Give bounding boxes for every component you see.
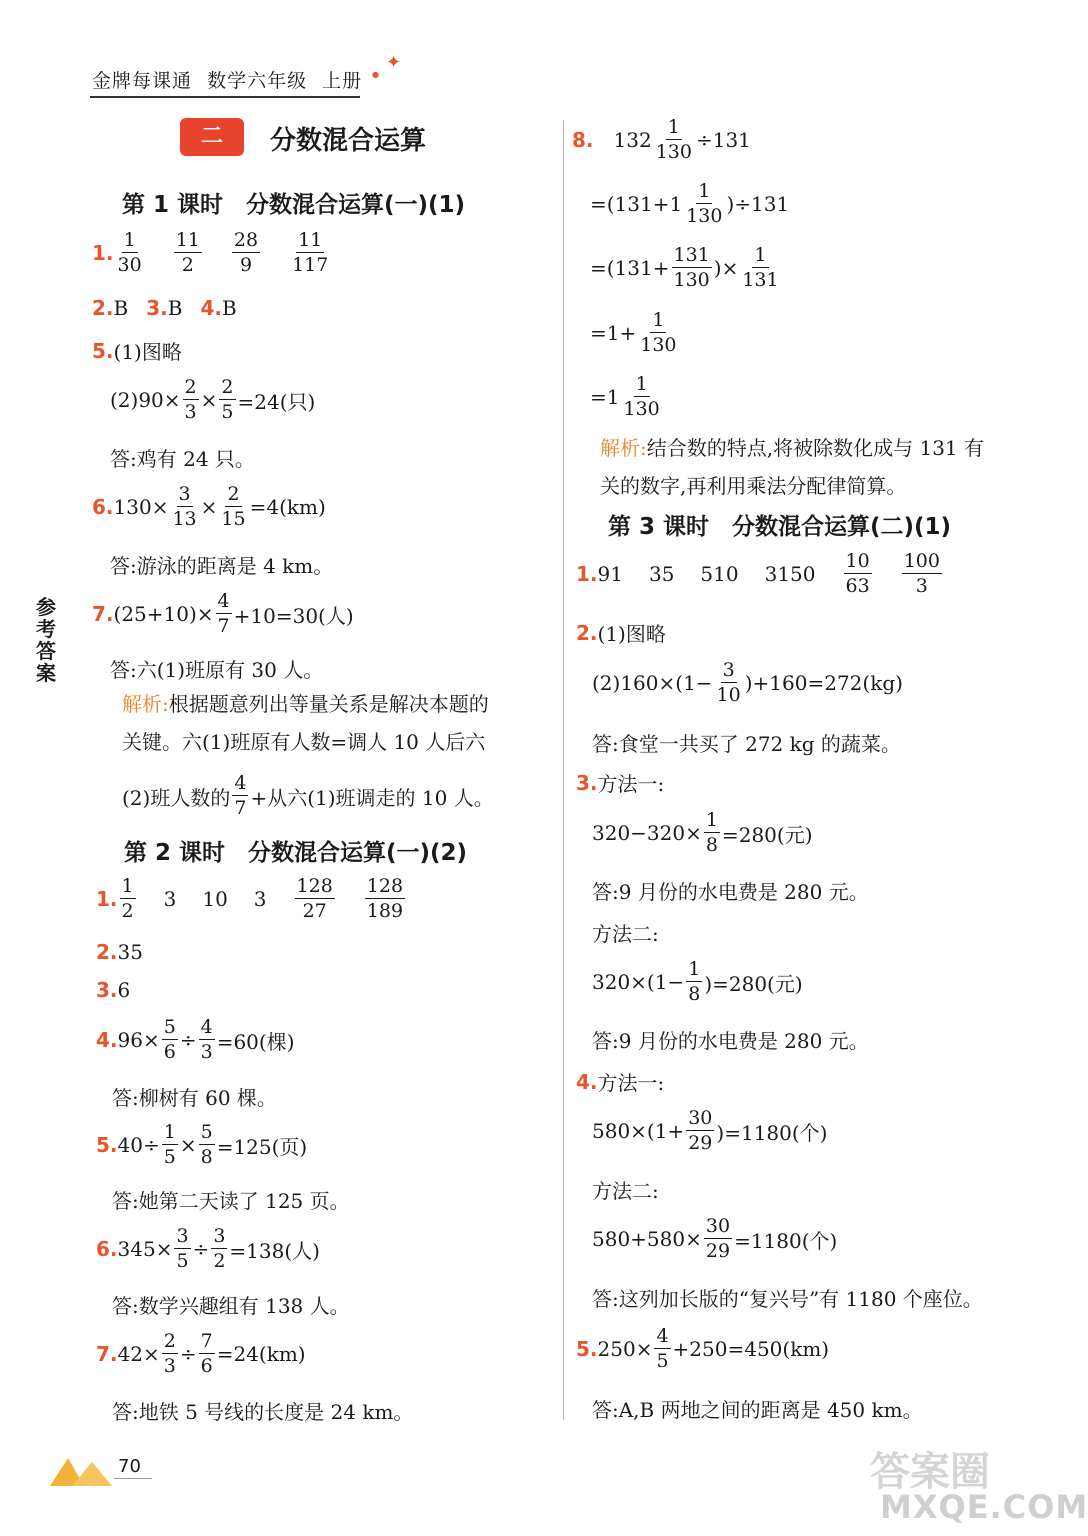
fraction: $\frac{3}{13}$ (172, 483, 197, 530)
fraction: $\frac{1}{2}$ (121, 875, 134, 922)
l3-q3-method-1: 3. 方法一: (576, 770, 665, 796)
q-number: 1. (92, 241, 114, 265)
fraction: $\frac{11}{2}$ (175, 229, 200, 276)
fraction: $\frac{128}{27}$ (296, 875, 333, 922)
l2-q5-expr: 5. 40÷ $\frac{1}{5}$ × $\frac{5}{8}$ =125(页) (96, 1121, 308, 1168)
l3-q4-answer: 答:这列加长版的“复兴号”有 1180 个座位。 (592, 1287, 983, 1311)
q-number: 2. (576, 620, 598, 645)
fraction: $\frac{1}{130}$ (623, 373, 660, 420)
q-number: 5. (96, 1133, 118, 1157)
q-number: 2. (92, 296, 114, 320)
fraction: $\frac{3}{5}$ (176, 1225, 189, 1272)
l2-q7-answer: 答:地铁 5 号线的长度是 24 km。 (112, 1400, 414, 1424)
fraction: $\frac{100}{3}$ (903, 550, 940, 597)
fraction: $\frac{7}{6}$ (200, 1330, 213, 1377)
l1-q6-answer: 答:游泳的距离是 4 km。 (110, 554, 334, 578)
q8-step-1: 8. 132 $\frac{1}{130}$ ÷131 (572, 116, 751, 163)
l3-q2-answer: 答:食堂一共买了 272 kg 的蔬菜。 (592, 732, 901, 756)
l2-q7-expr: 7. 42× $\frac{2}{3}$ ÷ $\frac{7}{6}$ =24(km) (96, 1330, 306, 1377)
q-number: 1. (576, 562, 598, 586)
answer: B (167, 296, 183, 320)
watermark-url: MXQE.COM (880, 1488, 1088, 1526)
lesson-2-title: 第 2 课时 分数混合运算(一)(2) (124, 840, 468, 866)
l2-q1: 1. $\frac{1}{2}$ 3 10 3 $\frac{128}{27}$ $\frac{128}{189}$ (96, 875, 404, 922)
l3-q5-expr: 5. 250× $\frac{4}{5}$ +250=450(km) (576, 1325, 830, 1372)
l1-q7-analysis: 解析:根据题意列出等量关系是解决本题的 关键。六(1)班原有人数=调人 10 人后六 (122, 692, 489, 754)
l1-q5-expr: (2)90× $\frac{2}{3}$ × $\frac{2}{5}$ =24(只) (110, 376, 316, 423)
l2-q6-answer: 答:数学兴趣组有 138 人。 (112, 1294, 350, 1318)
fraction: $\frac{128}{189}$ (366, 875, 404, 922)
column-divider (563, 120, 564, 1420)
q-number: 1. (96, 887, 118, 911)
fraction: $\frac{4}{7}$ (234, 772, 247, 819)
fraction: $\frac{3}{10}$ (716, 659, 741, 706)
l2-q6-expr: 6. 345× $\frac{3}{5}$ ÷ $\frac{3}{2}$ =138(人) (96, 1225, 320, 1272)
q-number: 4. (200, 296, 222, 320)
q-number: 8. (572, 128, 594, 152)
fraction: $\frac{1}{8}$ (705, 809, 718, 856)
mountain-icon (50, 1452, 112, 1486)
fraction: $\frac{1}{5}$ (163, 1121, 176, 1168)
fraction: $\frac{11}{117}$ (292, 229, 329, 276)
fraction: $\frac{2}{3}$ (163, 1330, 176, 1377)
l2-q4-answer: 答:柳树有 60 棵。 (112, 1086, 277, 1110)
q8-step-4: =1+ $\frac{1}{130}$ (590, 309, 677, 356)
fraction: $\frac{5}{8}$ (200, 1121, 213, 1168)
q-number: 4. (96, 1028, 118, 1052)
header-underline (90, 96, 360, 98)
l3-q3-expr-2: 320×(1− $\frac{1}{8}$ )=280(元) (592, 958, 803, 1005)
book-volume: 上册 (322, 70, 363, 92)
fraction: $\frac{1}{8}$ (688, 958, 701, 1005)
l2-q2: 2. 35 (96, 940, 143, 964)
l2-q5-answer: 答:她第二天读了 125 页。 (112, 1189, 350, 1213)
l1-q7-analysis-3: (2)班人数的 $\frac{4}{7}$ +从六(1)班调走的 10 人。 (122, 772, 494, 819)
fraction: $\frac{2}{15}$ (221, 483, 246, 530)
l3-q4-method-2: 方法二: (592, 1179, 659, 1203)
l1-q5-p1: 5. (1)图略 (92, 338, 182, 364)
fraction: $\frac{5}{6}$ (163, 1016, 176, 1063)
l2-q4-expr: 4. 96× $\frac{5}{6}$ ÷ $\frac{4}{3}$ =60(棵) (96, 1016, 295, 1063)
l3-q3-method-2: 方法二: (592, 922, 659, 946)
l1-q7-expr: 7. (25+10)× $\frac{4}{7}$ +10=30(人) (92, 590, 354, 637)
l3-q4-expr-1: 580×(1+ $\frac{30}{29}$ )=1180(个) (592, 1107, 828, 1154)
fraction: $\frac{10}{63}$ (845, 550, 870, 597)
l3-q1: 1. 91 35 510 3150 $\frac{10}{63}$ $\frac{100}{3}$ (576, 550, 940, 597)
fraction: $\frac{4}{5}$ (656, 1325, 669, 1372)
side-label: 参考答案 (36, 595, 56, 685)
l1-q5-answer: 答:鸡有 24 只。 (110, 447, 255, 471)
analysis-tag: 解析: (122, 692, 169, 716)
q8-step-5: =1 $\frac{1}{130}$ (590, 373, 660, 420)
fraction: $\frac{1}{30}$ (117, 229, 142, 276)
l1-q1 (92, 231, 332, 275)
fraction: $\frac{30}{29}$ (688, 1107, 713, 1154)
fraction: $\frac{1}{130}$ (655, 116, 692, 163)
fraction: $\frac{2}{3}$ (184, 376, 197, 423)
l3-q5-answer: 答:A,B 两地之间的距离是 450 km。 (592, 1398, 923, 1422)
fraction: $\frac{1}{131}$ (742, 244, 779, 291)
book-header (92, 66, 362, 93)
fraction: $\frac{4}{7}$ (217, 590, 230, 637)
l3-q2-expr: (2)160×(1− $\frac{3}{10}$ )+160=272(kg) (592, 659, 903, 706)
page-number: 70 (118, 1456, 141, 1477)
fraction: $\frac{1}{130}$ (686, 180, 723, 227)
q-number: 5. (576, 1337, 598, 1361)
analysis-tag: 解析: (600, 436, 647, 460)
q-number: 4. (576, 1069, 598, 1094)
q8-analysis: 解析:结合数的特点,将被除数化成与 131 有 关的数字,再利用乘法分配律简算。 (600, 436, 984, 498)
fraction: $\frac{3}{2}$ (213, 1225, 226, 1272)
watermark-logo: 答案圈 (870, 1449, 990, 1495)
fraction: $\frac{2}{5}$ (221, 376, 234, 423)
answer: B (221, 296, 237, 320)
l3-q2-p1: 2. (1)图略 (576, 620, 666, 646)
fraction: $\frac{131}{130}$ (673, 244, 710, 291)
q-number: 3. (576, 770, 598, 795)
l1-q6-expr: 6. 130× $\frac{3}{13}$ × $\frac{2}{15}$ =4(km) (92, 483, 326, 530)
q-number: 3. (146, 296, 168, 320)
q-number: 7. (92, 602, 114, 626)
l3-q3-answer-2: 答:9 月份的水电费是 280 元。 (592, 1029, 869, 1053)
l1-q7-answer: 答:六(1)班原有 30 人。 (110, 658, 324, 682)
book-subject: 数学六年级 (207, 70, 308, 92)
q-number: 6. (92, 495, 114, 519)
q-number: 7. (96, 1342, 118, 1366)
q-number: 2. (96, 940, 118, 964)
answer: B (113, 296, 129, 320)
q8-step-3: =(131+ $\frac{131}{130}$ )× $\frac{1}{131}$ (590, 244, 779, 291)
fraction: $\frac{1}{130}$ (640, 309, 677, 356)
q-number: 5. (92, 338, 114, 363)
q8-step-2: =(131+1 $\frac{1}{130}$ )÷131 (590, 180, 790, 227)
q-number: 6. (96, 1237, 118, 1261)
fraction: $\frac{28}{9}$ (233, 229, 259, 276)
book-name: 金牌每课通 (92, 70, 193, 92)
chapter-title: 分数混合运算 (270, 126, 427, 156)
l1-q2-q4 (92, 296, 237, 320)
fraction: $\frac{4}{3}$ (200, 1016, 213, 1063)
fraction: $\frac{30}{29}$ (705, 1215, 731, 1262)
sparkle-icon: ✦ (386, 52, 402, 73)
l3-q3-expr-1: 320−320× $\frac{1}{8}$ =280(元) (592, 809, 813, 856)
l3-q4-expr-2: 580+580× $\frac{30}{29}$ =1180(个) (592, 1215, 838, 1262)
lesson-3-title: 第 3 课时 分数混合运算(二)(1) (608, 514, 952, 540)
lesson-1-title: 第 1 课时 分数混合运算(一)(1) (122, 192, 466, 218)
dot-icon: ● (372, 70, 379, 79)
chapter-badge: 二 (180, 118, 244, 156)
l3-q3-answer-1: 答:9 月份的水电费是 280 元。 (592, 880, 869, 904)
l3-q4-method-1: 4. 方法一: (576, 1069, 665, 1095)
l2-q3: 3. 6 (96, 978, 131, 1002)
page-number-line (114, 1478, 152, 1479)
q-number: 3. (96, 978, 118, 1002)
